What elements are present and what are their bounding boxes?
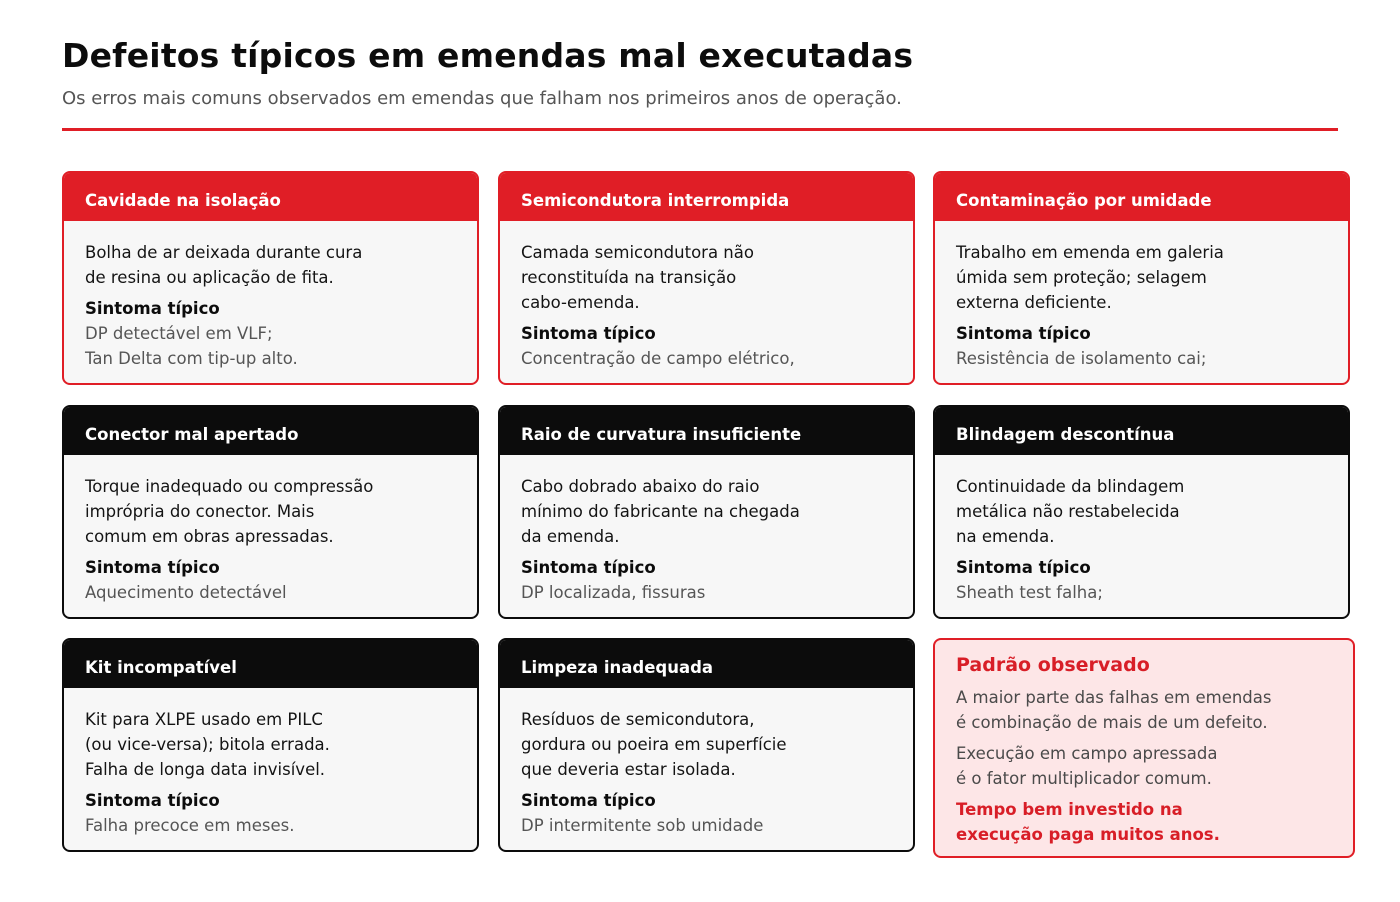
defect-card-bend-radius: [498, 405, 915, 619]
defect-card-cavity: [62, 171, 479, 385]
note-emphasis: Tempo bem investido na execução paga muitos anos.: [956, 800, 1220, 844]
card-description: Cabo dobrado abaixo do raio mínimo do fabricante na chegada da emenda.: [521, 477, 800, 546]
card-symptom: DP intermitente sob umidade: [521, 816, 764, 835]
symptom-label: Sintoma típico: [85, 558, 220, 577]
symptom-label: Sintoma típico: [521, 558, 656, 577]
symptom-label: Sintoma típico: [956, 558, 1091, 577]
note-paragraph: A maior parte das falhas em emendas é combinação de mais de um defeito.: [956, 688, 1272, 732]
defect-card-cleaning: [498, 638, 915, 852]
card-title: Kit incompatível: [64, 640, 477, 688]
card-title: Cavidade na isolação: [64, 173, 477, 221]
note-title: Padrão observado: [956, 654, 1150, 676]
card-symptom: DP localizada, fissuras: [521, 583, 706, 602]
card-title: Contaminação por umidade: [935, 173, 1348, 221]
card-symptom: DP detectável em VLF; Tan Delta com tip-up alto.: [85, 324, 298, 368]
card-title: Limpeza inadequada: [500, 640, 913, 688]
page-title: Defeitos típicos em emendas mal executadas: [62, 36, 914, 75]
card-symptom: Sheath test falha;: [956, 583, 1103, 602]
card-description: Camada semicondutora não reconstituída na transição cabo-emenda.: [521, 243, 754, 312]
defect-card-semiconductor: [498, 171, 915, 385]
card-description: Continuidade da blindagem metálica não restabelecida na emenda.: [956, 477, 1185, 546]
note-paragraph: Execução em campo apressada é o fator multiplicador comum.: [956, 744, 1218, 788]
card-title: Blindagem descontínua: [935, 407, 1348, 455]
card-symptom: Resistência de isolamento cai;: [956, 349, 1207, 368]
card-description: Trabalho em emenda em galeria úmida sem proteção; selagem externa deficiente.: [956, 243, 1224, 312]
card-description: Resíduos de semicondutora, gordura ou poeira em superfície que deveria estar isolada.: [521, 710, 787, 779]
defect-card-kit: [62, 638, 479, 852]
symptom-label: Sintoma típico: [85, 791, 220, 810]
defect-card-connector: [62, 405, 479, 619]
card-description: Bolha de ar deixada durante cura de resina ou aplicação de fita.: [85, 243, 363, 287]
card-description: Torque inadequado ou compressão imprópria do conector. Mais comum em obras apressadas.: [85, 477, 374, 546]
symptom-label: Sintoma típico: [521, 324, 656, 343]
card-description: Kit para XLPE usado em PILC (ou vice-versa); bitola errada. Falha de longa data invisível.: [85, 710, 330, 779]
card-title: Raio de curvatura insuficiente: [500, 407, 913, 455]
symptom-label: Sintoma típico: [85, 299, 220, 318]
card-title: Semicondutora interrompida: [500, 173, 913, 221]
symptom-label: Sintoma típico: [521, 791, 656, 810]
defect-card-shield: [933, 405, 1350, 619]
page-subtitle: Os erros mais comuns observados em emendas que falham nos primeiros anos de operação.: [62, 88, 902, 109]
card-symptom: Aquecimento detectável: [85, 583, 287, 602]
symptom-label: Sintoma típico: [956, 324, 1091, 343]
card-symptom: Falha precoce em meses.: [85, 816, 295, 835]
observed-pattern-note: [933, 638, 1355, 858]
defect-card-moisture: [933, 171, 1350, 385]
card-title: Conector mal apertado: [64, 407, 477, 455]
title-divider: [62, 128, 1338, 131]
card-symptom: Concentração de campo elétrico,: [521, 349, 795, 368]
